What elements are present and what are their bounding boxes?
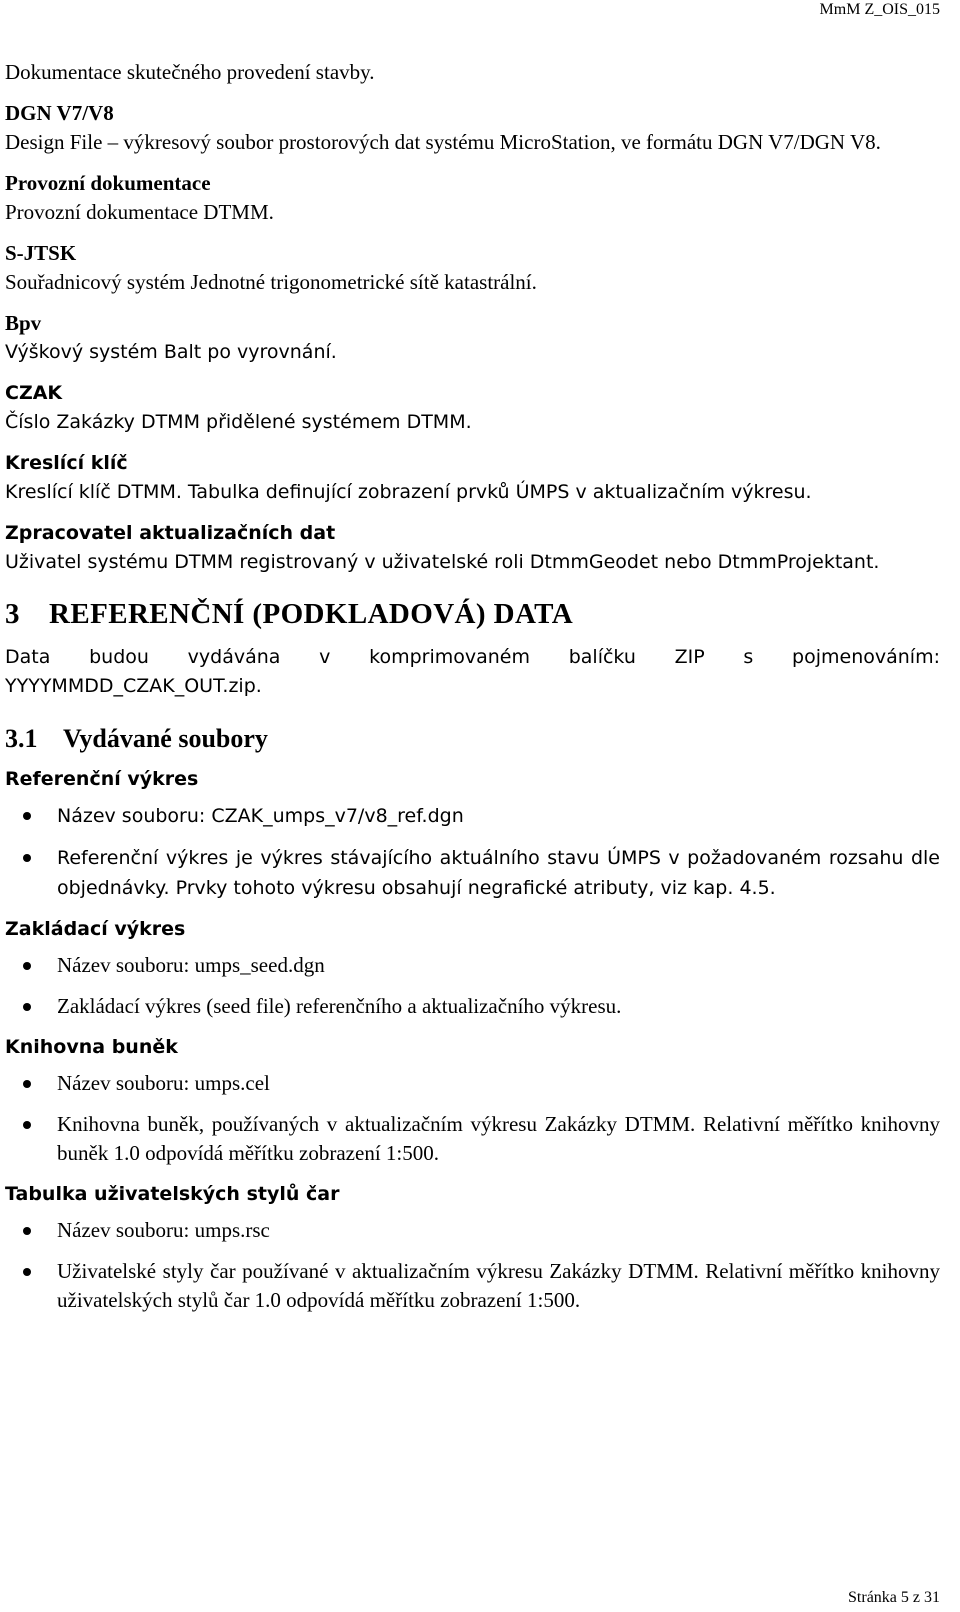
section-heading bbox=[5, 597, 940, 631]
file-group-list bbox=[5, 1216, 940, 1315]
file-group-list bbox=[5, 951, 940, 1021]
document-code: MmM Z_OIS_015 bbox=[819, 1, 940, 18]
definition-text: Design File – výkresový soubor prostorových dat systému MicroStation, ve formátu DGN V7/DGN V8. bbox=[5, 130, 881, 154]
definition-term: Zpracovatel aktualizačních dat bbox=[5, 522, 336, 544]
definition-text: Souřadnicový systém Jednotné trigonometrické sítě katastrální. bbox=[5, 270, 537, 294]
section-title: REFERENČNÍ (PODKLADOVÁ) DATA bbox=[49, 598, 574, 630]
bullet-icon bbox=[23, 812, 31, 820]
section-number: 3 bbox=[5, 598, 20, 630]
subsection-number: 3.1 bbox=[5, 724, 38, 753]
list-item: Název souboru: umps_seed.dgn bbox=[5, 951, 940, 980]
definition-term: Kreslící klíč bbox=[5, 452, 128, 474]
definition-term: DGN V7/V8 bbox=[5, 101, 114, 125]
bullet-icon bbox=[23, 1121, 31, 1129]
list-item: Referenční výkres je výkres stávajícího aktuálního stavu ÚMPS v požadovaném rozsahu dle objednávky. Prvky tohoto výkresu obsahují negrafické atributy, viz kap. 4.5. bbox=[5, 843, 940, 903]
file-group-list bbox=[5, 801, 940, 903]
page-number: Stránka 5 z 31 bbox=[848, 1589, 940, 1606]
definition-text: Kreslící klíč DTMM. Tabulka definující zobrazení prvků ÚMPS v aktualizačním výkresu. bbox=[5, 481, 812, 503]
definition-term: CZAK bbox=[5, 382, 63, 404]
list-item: Název souboru: CZAK_umps_v7/v8_ref.dgn bbox=[5, 801, 940, 831]
bullet-icon bbox=[23, 1080, 31, 1088]
definition-term: Bpv bbox=[5, 311, 42, 335]
definition-text: Dokumentace skutečného provedení stavby. bbox=[5, 60, 375, 84]
file-group-heading: Knihovna buněk bbox=[5, 1036, 178, 1058]
list-item: Název souboru: umps.rsc bbox=[5, 1216, 940, 1245]
definition-term: S-JTSK bbox=[5, 241, 77, 265]
file-group-heading: Zakládací výkres bbox=[5, 918, 186, 940]
definition-text: Výškový systém Balt po vyrovnání. bbox=[5, 341, 337, 363]
bullet-icon bbox=[23, 1227, 31, 1235]
bullet-icon bbox=[23, 962, 31, 970]
bullet-icon bbox=[23, 854, 31, 862]
file-group-heading: Referenční výkres bbox=[5, 768, 199, 790]
list-item: Uživatelské styly čar používané v aktualizačním výkresu Zakázky DTMM. Relativní měřítko knihovny uživatelských stylů čar 1.0 odpovídá měřítku zobrazení 1:500. bbox=[5, 1257, 940, 1315]
section-intro: Data budou vydávána v komprimovaném balíčku ZIP s pojmenováním: YYYYMMDD_CZAK_OUT.zip. bbox=[5, 646, 940, 697]
file-group-list bbox=[5, 1069, 940, 1168]
definition-text: Uživatel systému DTMM registrovaný v uživatelské roli DtmmGeodet nebo DtmmProjektant. bbox=[5, 551, 880, 573]
subsection-heading bbox=[5, 723, 940, 755]
bullet-icon bbox=[23, 1003, 31, 1011]
definition-text: Číslo Zakázky DTMM přidělené systémem DTMM. bbox=[5, 411, 472, 433]
list-item: Zakládací výkres (seed file) referenčního a aktualizačního výkresu. bbox=[5, 992, 940, 1021]
bullet-icon bbox=[23, 1268, 31, 1276]
definition-term: Provozní dokumentace bbox=[5, 171, 211, 195]
page-content bbox=[5, 58, 940, 1327]
list-item: Název souboru: umps.cel bbox=[5, 1069, 940, 1098]
file-group-heading: Tabulka uživatelských stylů čar bbox=[5, 1183, 340, 1205]
subsection-title: Vydávané soubory bbox=[63, 724, 268, 753]
list-item: Knihovna buněk, používaných v aktualizačním výkresu Zakázky DTMM. Relativní měřítko knihovny buněk 1.0 odpovídá měřítku zobrazení 1:500. bbox=[5, 1110, 940, 1168]
definition-text: Provozní dokumentace DTMM. bbox=[5, 200, 274, 224]
